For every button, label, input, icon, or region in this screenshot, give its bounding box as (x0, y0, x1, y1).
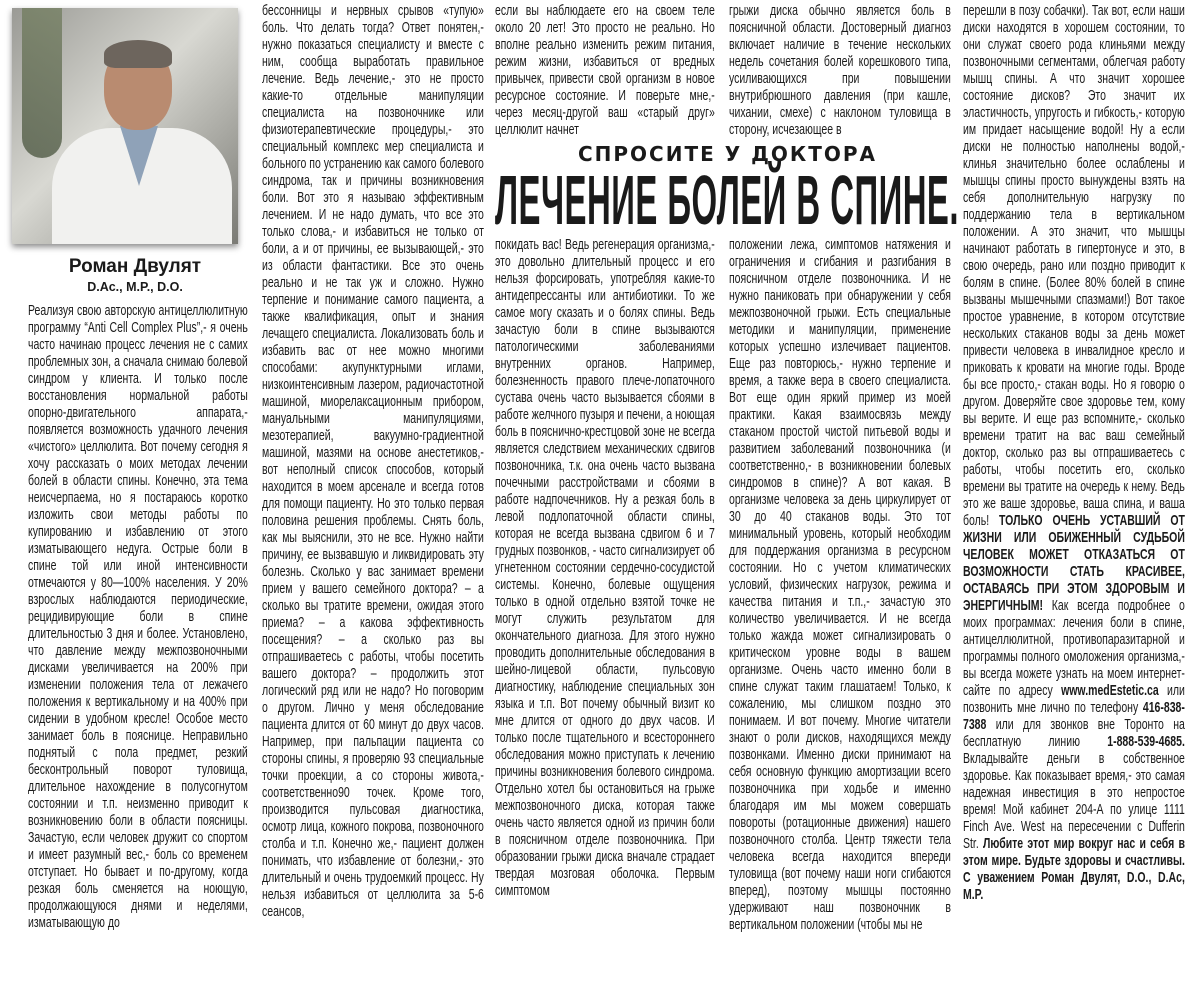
column-4-bottom-text: положении лежа, симптомов натяжения и ограничения и сгибания и разгибания в поясничном отделе позвоночника. И не нужно паниковать при обнаружении у себя межпозвоночной грыжи. Есть специальные методики и манипуляции, применение которых успешно излечивает пациентов. Еще раз повторюсь,- нужно терпение и время, а также вера в своего специалиста. Вот еще один яркий пример из моей практики. Какая взаимосвязь между стаканом простой чистой питьевой воды и развитием заболеваний позвоночника (и соответственно,- в возникновении болевых синдромов в спине)? А вот какая. В организме человека за день циркулирует от 30 до 40 стаканов воды. Это тот минимальный уровень, который необходим для поддержания организма в ресурсном состоянии. Но с учетом климатических условий, физических нагрузок, режима и качества питания и т.п.,- зачастую это количество увеличивается. И не всегда только жажда может сигнализировать о критическом уровне воды в вашем организме. Очень часто именно боли в спине служат таким глашатаем! Только, к сожалению, мы слишком поздно это понимаем. И вот почему. Многие читатели знают о роли дисков, находящихся между позвонками. Именно диски принимают на себя основную функцию амортизации всего позвоночника при ходьбе и именно благодаря им мы можем совершать повороты (ротационные движения) нашего позвоночного столба. Центр тяжести тела человека всегда находится впереди туловища (вот почему наши ноги сгибаются вперед), поэтому мышцы постоянно удерживают наш позвоночник в вертикальном положении (чтобы мы не (729, 236, 951, 933)
column-3-top (495, 2, 715, 138)
col5-text-1: перешли в позу собачки). Так вот, если наши диски находятся в хорошем состоянии, то они служат своего рода клиньями между позвоночными сегментами, облегчая работу мышц спины. А что значит хорошее состояние дисков? Это значит их эластичность, упругость и гибкость,- которую им придает насыщение водой! Ну а если диски не полностью наполнены водой,- клинья значительно более ослаблены и мышцы спины просто вынуждены взять на себя дополнительную нагрузку по поддержанию тела в вертикальном положении. А это значит, что мышцы начинают работать в гипертонусе и это, в свою очередь, рано или поздно приводит к болям в спине. (Более 80% болей в спине вызваны мышечными спазмами!) Вот такое простое уравнение, в котором отсутствие нескольких стаканов воды за день может привести человека в инвалидное кресло и приковать к кровати на многие годы. Вроде бы все просто,- стакан воды. Но я говорю о другом. Доверяйте свое здоровье тем, кому вы верите. И еще раз вспомните,- сколько времени тратит на вас ваш семейный доктор, сколько раз вы отпрашиваетесь с работы, чтобы посетить его, сколько времени вы тратите на очередь к нему. Ведь это же ваше здоровье, ваша спина, и ваша боль! (963, 2, 1185, 529)
column-2-text: бессонницы и нервных срывов «тупую» боль. Что делать тогда? Ответ понятен,- нужно показаться специалисту и вместе с ним, сообща выработать правильное лечение. Ведь лечение,- это не просто какие-то отдельные манипуляции специалиста на позвоночнике или физиотерапевтические процедуры,- это специальный комплекс мер специалиста и больного по устранению как самого болевого синдрома, так и причины возникновения боли. Вот это я называю эффективным лечением. И не надо думать, что все это только слова,- и избавиться не только от боли, а и от причины, ее вызывающей,- это из области фантастики. Все это очень реально и не так уж и сложно. Нужно терпение и понимание самого пациента, а также квалификация, опыт и знания лечащего специалиста. Локализовать боль и избавить вас от нее можно многими способами: акупунктурными иглами, низкоинтенсивным лазером, радиочастотной машиной, миорелаксационным прибором, мануальными манипуляциями, мезотерапией, вакуумно-градиентной машиной, мазями на основе анестетиков,- вот неполный список способов, который находится в моем арсенале и всегда готов для помощи пациенту. Но это только первая половина решения проблемы. Снять боль, как мы выяснили, это не все. Нужно найти причину, ее вызвавшую и ликвидировать эту болезнь. Сколько у вас занимает времени прием у вашего семейного доктора? – а сколько вы тратите времени, ожидая этого приема? – а какова эффективность посещения? – а сколько раз вы отпрашиваетесь с работы, чтобы посетить вашего доктора? – продолжить этот логический ряд или не надо? Но поговорим о другом. Лично у меня обследование пациента длится от 60 минут до двух часов. Например, при пальпации пациента со стороны спины, я проверяю 93 специальные точки проекции, а со стороны живота,- соответственно90 точек. Кроме того, производится пульсовая диагностика, осмотр лица, кожного покрова, позвоночного столба и т.п. Конечно же,- пациент должен понимать, что избавление от болезни,- это длительный и очень трудоемкий процесс. Ну нельзя избавиться от целлюлита за 5-6 сеансов, (262, 2, 484, 920)
photo-plant (22, 8, 62, 158)
column-3-bottom (495, 236, 715, 899)
column-3-top-text: если вы наблюдаете его на своем теле около 20 лет! Это просто не реально. Но вполне реально изменить режим питания, режим жизни, избавиться от вредных привычек, привести свой организм в новое ресурсное состояние. И поверьте мне,- через месяц-другой ваш «старый друг» целлюлит начнет (495, 2, 715, 138)
column-5 (963, 2, 1185, 903)
photo-hair (104, 40, 172, 68)
column-4-top (729, 2, 951, 138)
author-credentials: D.Ac., M.P., D.O. (87, 280, 183, 294)
column-5-text (963, 2, 1185, 903)
column-4-bottom (729, 236, 951, 933)
toll-free-number: 1-888-539-4685. (1107, 733, 1185, 750)
headline-title: ЛЕЧЕНИЕ БОЛЕЙ В СПИНЕ. (495, 161, 959, 239)
headline-kicker: СПРОСИТЕ У ДОКТОРА (577, 142, 878, 166)
column-4-top-text: грыжи диска обычно является боль в поясничной области. Достоверный диагноз включает наличие в течение нескольких недель сочетания болей корешкового типа, усиливающихся при повышении внутрибрюшного давления (при кашле, чихании, смехе) с наклоном туловища в сторону, исчезающее в (729, 2, 951, 138)
phone-number: 416-838-7388 (963, 699, 1185, 733)
author-photo (12, 8, 238, 244)
column-2 (262, 2, 484, 920)
column-1-text: Реализуя свою авторскую антицеллюлитную программу “Anti Cell Complex Plus”,- я очень часто начинаю процесс лечения не с самих проблемных зон, а сначала снимаю болевой синдром у клиента. И только после восстановления нормальной работы опорно-двигательного аппарата,- появляется возможность удачного лечения «чистого» целлюлита. Вот почему сегодня я хочу рассказать о моих методах лечении болей в области спины. Конечно, эта тема неисчерпаема, но я постараюсь коротко изложить свои методы работы по купированию и избавлению от этого изматывающего недуга. Острые боли в спине той или иной интенсивности отмечаются у 80—100% населения. У 20% взрослых наблюдаются периодические, рецидивирующие боли в спине длительностью 3 дня и более. Установлено, что давление между межпозвоночными дисками увеличивается на 200% при изменении положения тела от лежачего положения к вертикальному и на 400% при сидении в удобном кресле! Особое место занимает боль в пояснице. Неправильно поднятый с пола предмет, резкий бесконтрольный поворот туловища, длительное нахождение в полусогнутом состоянии и т.п. неизменно приводит к возникновению боли в области поясницы. Зачастую, если человек дружит со спортом и имеет разумный вес,- боль со временем отступает. Но бывает и по-другому, когда резкая боль сменяется на ноющую, продолжающуюся днями и неделями, изматывающую до (28, 302, 248, 931)
column-3-bottom-text: покидать вас! Ведь регенерация организма,- это довольно длительный процесс и его нельзя форсировать, употребляя какие-то антидепрессанты или антибиотики. То же самое могу сказать и о болях спины. Ведь зачастую боли в спине вызываются патологическими заболеваниями внутренних органов. Например, болезненность правого плече-лопаточного сустава очень часто вызывается сбоями в работе желчного пузыря и печени, а ноющая боль в пояснично-крестцовой зоне не всегда является следствием механических сдвигов позвоночника, т.к. она очень часто вызвана почечными расстройствами и сбоями в работе надпочечников. Ну а резкая боль в левой подлопаточной области спины, которая не всегда вызвана сдвигом 6 и 7 грудных позвонков, - часто сигнализирует об угнетенном состоянии сердечно-сосудистой системы. Конечно, болевые ощущения только в одной отдельно взятой точке не могут служить результатом для окончательного диагноза. Для этого нужно проводить дополнительные обследования в шейно-лицевой области, пульсовую диагностику, наблюдение специальных зон языка и т.п. Вот почему обычный визит ко мне длится от одного до двух часов. И только после тщательного и всестороннего обследования можно приступать к лечению причины возникновения болевого синдрома. Отдельно хотел бы остановиться на грыже межпозвоночного диска, которая также очень часто является одной из причин боли в поясничном отделе позвоночника. При образовании грыжи диска вначале страдает твердая мозговая оболочка. Первым симптомом (495, 236, 715, 899)
website-link[interactable]: www.medEstetic.ca (1061, 682, 1159, 699)
col5-text-2: Как всегда подробнее о моих программах: лечения боли в спине, антицеллюлитной, противопаразитарной и программы полного омоложения организма,- вы всегда можете узнать на моем интернет-сайте по адресу (963, 597, 1185, 699)
col5-text-5: Вкладывайте деньги в собственное здоровье. Как показывает время,- это самая надежная инвестиция в это непростое время! Мой кабинет 204-А по улице 1111 Finch Ave. West на пересечении с Dufferin Str. (963, 750, 1185, 852)
author-name: Роман Двулят (68, 256, 202, 277)
col5-text-4: или для звонков вне Торонто на бесплатную линию (963, 716, 1185, 750)
closing-signature: Любите этот мир вокруг нас и себя в этом мире. Будьте здоровы и счастливы. С уважением Роман Двулят, D.O., D.Ac, M.P. (963, 835, 1185, 903)
column-1 (28, 302, 248, 931)
col5-text-3: или позвонить мне лично по телефону (963, 682, 1185, 716)
col5-bold-callout: ТОЛЬКО ОЧЕНЬ УСТАВШИЙ ОТ ЖИЗНИ ИЛИ ОБИЖЕННЫЙ СУДЬБОЙ ЧЕЛОВЕК МОЖЕТ ОТКАЗАТЬСЯ ОТ ВОЗМОЖНОСТИ СТАТЬ КРАСИВЕЕ, ОСТАВАЯСЬ ПРИ ЭТОМ ЗДОРОВЫМ И ЭНЕРГИЧНЫМ! (963, 512, 1185, 614)
